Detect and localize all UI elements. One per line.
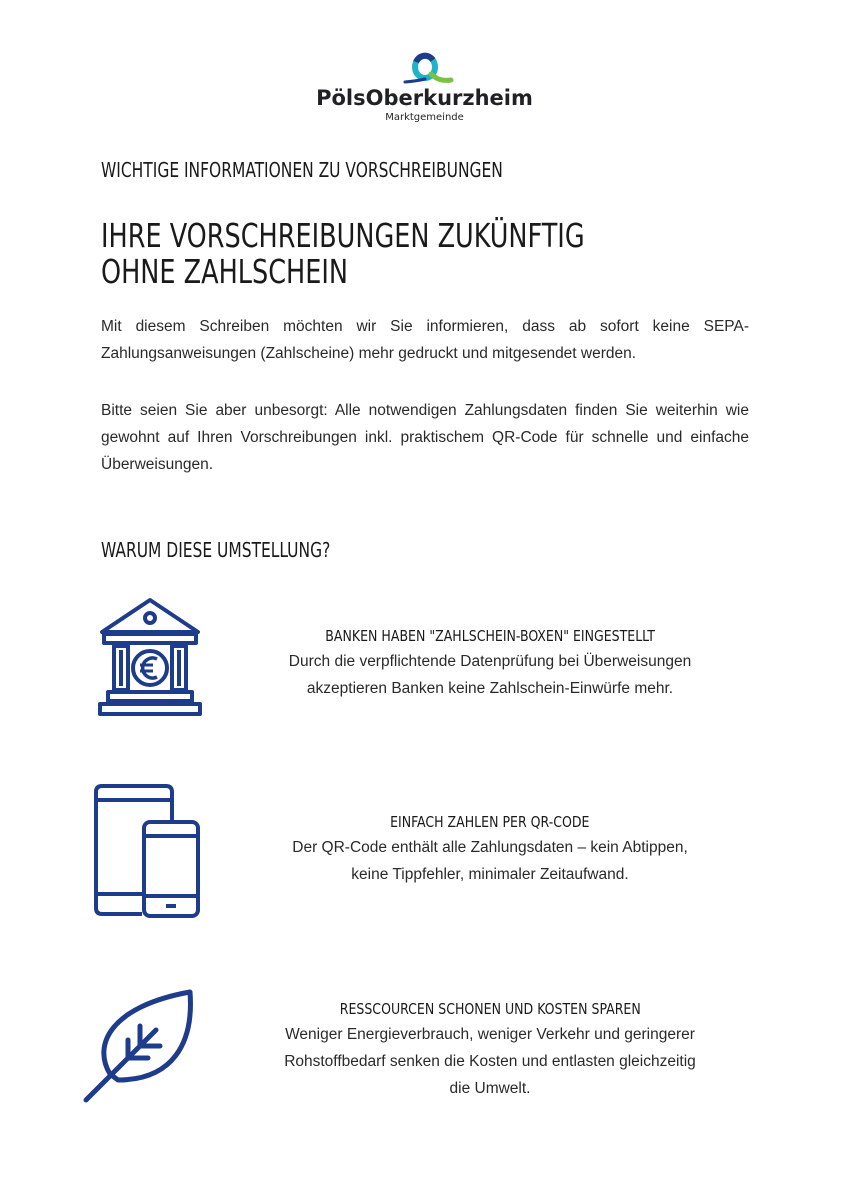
reason-line: die Umwelt. (449, 1080, 531, 1097)
reason-line: akzeptieren Banken keine Zahlschein-Einwürfe mehr. (306, 680, 674, 697)
reason-line: Durch die verpflichtende Datenprüfung bei Überweisungen (288, 653, 692, 670)
intro-paragraph-1: Mit diesem Schreiben möchten wir Sie informieren, dass ab sofort keine SEPA-Zahlungsanweisungen (Zahlscheine) mehr gedruckt und mitgesendet werden. (101, 318, 749, 362)
reason-text (270, 1021, 710, 1102)
brand-logo (0, 52, 849, 123)
reason-banks (270, 627, 710, 702)
reason-line: keine Tippfehler, minimaler Zeitaufwand. (351, 866, 629, 883)
brand-name: PölsOberkurzheim (316, 86, 533, 110)
logo-mark-icon (395, 52, 455, 88)
reason-resources (270, 1000, 710, 1102)
reason-title: BANKEN HABEN "ZAHLSCHEIN-BOXEN" EINGESTELLT (325, 627, 655, 645)
page-title (101, 218, 585, 290)
reason-line: Der QR-Code enthält alle Zahlungsdaten – kein Abtippen, (292, 839, 688, 856)
reason-qr-code (270, 813, 710, 888)
brand-subtitle: Marktgemeinde (385, 112, 464, 123)
intro-paragraph-2: Bitte seien Sie aber unbesorgt: Alle notwendigen Zahlungsdaten finden Sie weiterhin wie gewohnt auf Ihren Vorschreibungen inkl. praktischem QR-Code für schnelle und einfache Überweisungen. (101, 402, 749, 473)
reason-title: RESSCOURCEN SCHONEN UND KOSTEN SPAREN (339, 1000, 641, 1018)
document-kicker: WICHTIGE INFORMATIONEN ZU VORSCHREIBUNGEN (101, 158, 503, 182)
reason-title: EINFACH ZAHLEN PER QR-CODE (390, 813, 590, 831)
reason-text (270, 834, 710, 888)
reason-line: Rohstoffbedarf senken die Kosten und entlasten gleichzeitig (284, 1053, 696, 1070)
bank-euro-icon (96, 596, 204, 720)
reason-text (270, 648, 710, 702)
headline-line-2: OHNE ZAHLSCHEIN (101, 252, 349, 291)
devices-icon (90, 782, 204, 922)
leaf-icon (82, 984, 202, 1104)
section-title: WARUM DIESE UMSTELLUNG? (101, 538, 331, 562)
reason-line: Weniger Energieverbrauch, weniger Verkehr und geringerer (285, 1026, 695, 1043)
headline-line-1: IHRE VORSCHREIBUNGEN ZUKÜNFTIG (101, 216, 585, 255)
